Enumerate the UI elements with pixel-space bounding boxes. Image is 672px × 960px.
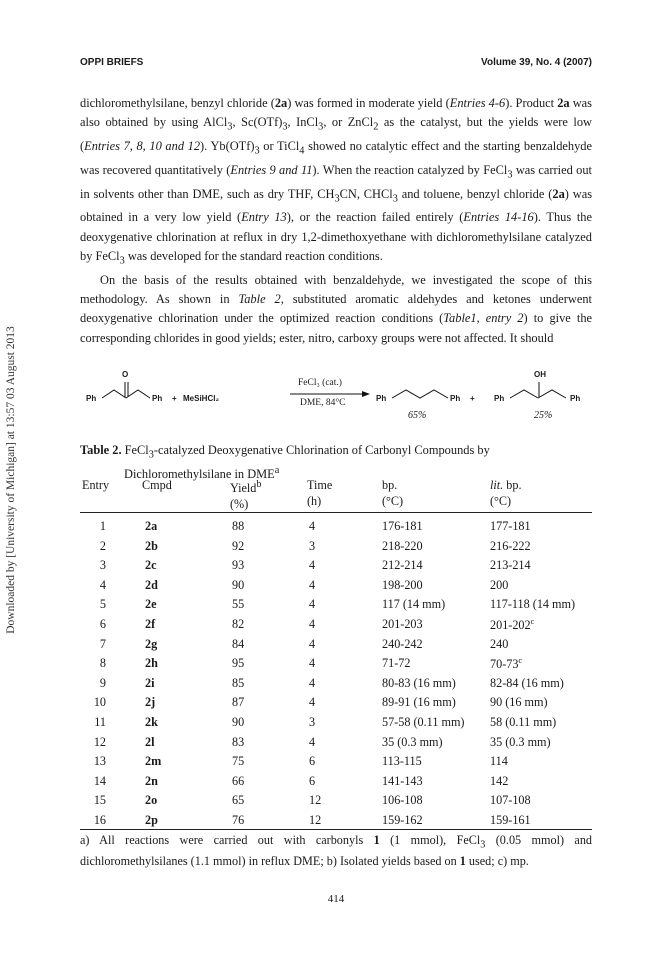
volume-info: Volume 39, No. 4 (2007) (481, 57, 592, 68)
table-cell-bp: 57-58 (0.11 mm) (382, 715, 465, 729)
table-cell-bp: 201-203 (382, 617, 423, 631)
table-cell-yield: 75 (232, 754, 245, 769)
table-cell-time: 4 (309, 636, 316, 651)
table-cell-lit-text: 201-202 (490, 618, 531, 633)
product-2-chain-right (538, 390, 566, 398)
table-cell-time: 6 (309, 754, 316, 769)
table-cell-time: 3 (309, 715, 316, 729)
table-cell-yield: 82 (232, 617, 245, 631)
table-cell-time: 4 (309, 734, 316, 749)
table-cell-entry: 8 (99, 656, 106, 671)
table-cell-cmpd: 2c (145, 558, 157, 573)
reagent-label: MeSiHCl₂ (183, 394, 220, 403)
table-cell-cmpd: 2p (145, 813, 158, 827)
header-lit-bp: lit. bp. (°C) (490, 478, 522, 508)
table-cell-entry: 6 (99, 617, 106, 631)
hydroxyl-label: OH (534, 370, 546, 379)
table-cell-bp: 106-108 (382, 793, 423, 808)
table-cell-entry: 11 (94, 715, 106, 729)
table-cell-entry: 2 (99, 538, 106, 553)
header-bp: bp. (°C) (382, 478, 404, 508)
table-cell-time: 4 (309, 597, 316, 612)
table-cell-entry: 12 (93, 734, 106, 749)
product-2-ph-left: Ph (494, 394, 505, 403)
table-cell-yield: 95 (232, 656, 245, 671)
table-cell-entry: 3 (99, 558, 106, 573)
product-2-ph-right: Ph (570, 394, 581, 403)
table-cell-lit: 159-161 (490, 813, 531, 827)
table-cell-cmpd: 2o (145, 793, 158, 808)
table-header-rule (80, 512, 592, 513)
plus-sign-1: + (172, 394, 177, 403)
table-cell-cmpd: 2l (145, 734, 155, 749)
table-cell-bp: 117 (14 mm) (382, 597, 446, 612)
table-cell-yield: 84 (232, 636, 245, 651)
table-cell-bp: 113-115 (382, 754, 422, 769)
table-cell-yield: 83 (232, 734, 245, 749)
carbonyl-o-label: O (122, 370, 129, 379)
table-cell-yield: 55 (232, 597, 245, 612)
table-cell-yield: 76 (232, 813, 245, 827)
table-cell-lit: 200 (490, 577, 509, 592)
table-cell-yield: 90 (232, 577, 245, 592)
table-cell-entry: 16 (93, 813, 106, 827)
table-cell-time: 4 (309, 617, 316, 631)
table-cell-entry: 9 (99, 675, 106, 690)
table-row (490, 617, 534, 633)
table-cell-lit: 240 (490, 636, 509, 651)
table-cell-entry: 4 (99, 577, 106, 592)
table-cell-time: 4 (309, 695, 316, 710)
table-cell-bp: 212-214 (382, 558, 423, 573)
body-text (80, 94, 592, 348)
product-1-yield: 65% (408, 410, 427, 421)
table-cell-yield: 87 (232, 695, 245, 710)
table-cell-time: 4 (309, 558, 316, 573)
conditions-label: DME, 84°C (300, 398, 346, 408)
table-cell-lit-text: 70-73 (490, 657, 519, 672)
table-cell-yield: 93 (232, 558, 245, 573)
product-1-chain (392, 390, 448, 398)
table-cell-lit: 82-84 (16 mm) (490, 675, 564, 690)
table-row (490, 656, 522, 672)
table-cell-entry: 13 (93, 754, 106, 769)
journal-name: OPPI BRIEFS (80, 57, 144, 68)
table-cell-time: 12 (309, 793, 322, 808)
table-cell-lit: 142 (490, 773, 509, 788)
table-cell-bp: 240-242 (382, 636, 423, 651)
reaction-scheme (80, 366, 592, 438)
table-cell-cmpd: 2n (145, 773, 158, 788)
table-cell-lit: 58 (0.11 mm) (490, 715, 557, 729)
reactant-ph-left: Ph (86, 394, 97, 403)
table-cell-lit-footnote-mark: c (530, 617, 535, 626)
table-cell-bp: 159-162 (382, 813, 423, 827)
table-cell-entry: 10 (93, 695, 106, 710)
table-cell-bp: 218-220 (382, 538, 423, 553)
table-cell-cmpd: 2a (145, 519, 158, 533)
table-cell-bp: 35 (0.3 mm) (382, 734, 443, 749)
table-cell-yield: 90 (232, 715, 245, 729)
table-cell-cmpd: 2j (145, 695, 156, 710)
table-cell-time: 12 (309, 813, 322, 827)
table-cell-entry: 15 (93, 793, 106, 808)
header-time: Time (h) (307, 478, 333, 508)
catalyst-label: FeCl₃ (cat.) (298, 378, 342, 388)
table-cell-bp: 71-72 (382, 656, 411, 671)
table-cell-entry: 1 (99, 519, 106, 533)
reactant-ph-right: Ph (152, 394, 163, 403)
table-cell-cmpd: 2h (145, 656, 158, 671)
table-caption: Table 2. FeCl$_3$-catalyzed Deoxygenative Chlorination of Carbonyl Compounds by Dichloromethylsilane in DME$^a$ (80, 443, 490, 482)
table-cell-lit: 114 (490, 754, 508, 769)
table-cell-bp: 80-83 (16 mm) (382, 675, 456, 690)
table-cell-lit: 117-118 (14 mm) (490, 597, 576, 612)
table-cell-lit: 177-181 (490, 519, 531, 533)
product-1-ph-right: Ph (450, 394, 461, 403)
product-2-chain-left (510, 390, 538, 398)
table-cell-cmpd: 2d (145, 577, 158, 592)
reactant-bond-left (102, 390, 126, 398)
table-cell-lit: 213-214 (490, 558, 531, 573)
table-cell-cmpd: 2i (145, 675, 155, 690)
table-cell-bp: 176-181 (382, 519, 423, 533)
page-number: 414 (327, 893, 345, 905)
table-cell-bp: 141-143 (382, 773, 423, 788)
table-cell-yield: 66 (232, 773, 245, 788)
table-cell-time: 4 (309, 675, 316, 690)
table-cell-lit: 35 (0.3 mm) (490, 734, 551, 749)
header-entry: Entry (82, 478, 110, 492)
table-label: Table 2. (80, 443, 122, 457)
table-footnote: a) All reactions were carried out with carbonyls 1 (1 mmol), FeCl$_3$ (0.05 mmol) and dichloromethylsilanes (1.1 mmol) in reflux DME; b) Isolated yields based on 1 used; c) mp. (80, 833, 593, 869)
table-cell-yield: 65 (232, 793, 245, 808)
product-1-ph-left: Ph (376, 394, 387, 403)
header-cmpd: Cmpd (142, 478, 172, 492)
table-cell-time: 4 (309, 519, 316, 533)
table-cell-cmpd: 2m (145, 754, 162, 769)
table-cell-time: 3 (309, 538, 316, 553)
table-cell-lit: 216-222 (490, 538, 531, 553)
reaction-arrow-head (362, 391, 370, 397)
table-cell-cmpd: 2k (145, 715, 158, 729)
table-cell-bp: 89-91 (16 mm) (382, 695, 456, 710)
table-cell-time: 6 (309, 773, 316, 788)
reactant-bond-right (126, 390, 150, 398)
download-watermark (2, 300, 20, 660)
table-cell-cmpd: 2b (145, 538, 158, 553)
table-cell-entry: 7 (99, 636, 106, 651)
header-yield: Yield$^b$ (%) (230, 479, 262, 512)
table-cell-lit-footnote-mark: c (518, 656, 522, 666)
table-cell-yield: 88 (232, 519, 245, 533)
table-cell-entry: 5 (99, 597, 106, 612)
table-cell-cmpd: 2e (145, 597, 157, 612)
paragraph-1: dichloromethylsilane, benzyl chloride (2a) was formed in moderate yield (Entries 4-6). Product 2a was also obtained by using AlCl$_3$, $Sc(OTf)_3$, InCl$_3$, or ZnCl$_2$ as the catalyst, but the yields were low (Entries 7, 8, 10 and 12). $Yb(OTf)_3$ or TiCl$_4$ showed no catalytic effect and the starting benzaldehyde was recovered quantitatively (Entries 9 and 11). When the reaction catalyzed by FeCl$_3$ was carried out in solvents other than DME, such as dry THF, $CH_3CN$, CHCl$_3$ and toluene, benzyl chloride (2a) was obtained in a very low yield (Entry 13), or the reaction failed entirely (Entries 14-16). Thus the deoxygenative chlorination at reflux in dry 1,2-dimethoxyethane with dichloromethylsilane catalyzed by FeCl$_3$ was developed for the standard reaction conditions. (80, 96, 593, 267)
table-cell-entry: 14 (93, 773, 106, 788)
table-cell-cmpd: 2f (145, 617, 156, 631)
product-2-yield: 25% (534, 410, 553, 421)
table-cell-yield: 85 (232, 675, 245, 690)
paragraph-2: On the basis of the results obtained with benzaldehyde, we investigated the scope of this methodology. As shown in Table 2, substituted aromatic aldehydes and ketones underwent deoxygenative chlorination under the optimized reaction conditions (Table1, entry 2) to give the corresponding chlorides in good yields; ester, nitro, carboxy groups were not affected. It should (80, 272, 593, 345)
plus-sign-2: + (470, 394, 475, 403)
table-cell-time: 4 (309, 656, 316, 671)
table-cell-lit: 107-108 (490, 793, 531, 808)
download-watermark-text: Downloaded by [University of Michigan] at 13:57 03 August 2013 (5, 326, 17, 634)
table-cell-time: 4 (309, 577, 316, 592)
table-cell-yield: 92 (232, 538, 245, 553)
table-cell-cmpd: 2g (145, 636, 158, 651)
table-cell-lit: 90 (16 mm) (490, 695, 548, 710)
table-cell-bp: 198-200 (382, 577, 423, 592)
table-bottom-rule (80, 829, 592, 830)
